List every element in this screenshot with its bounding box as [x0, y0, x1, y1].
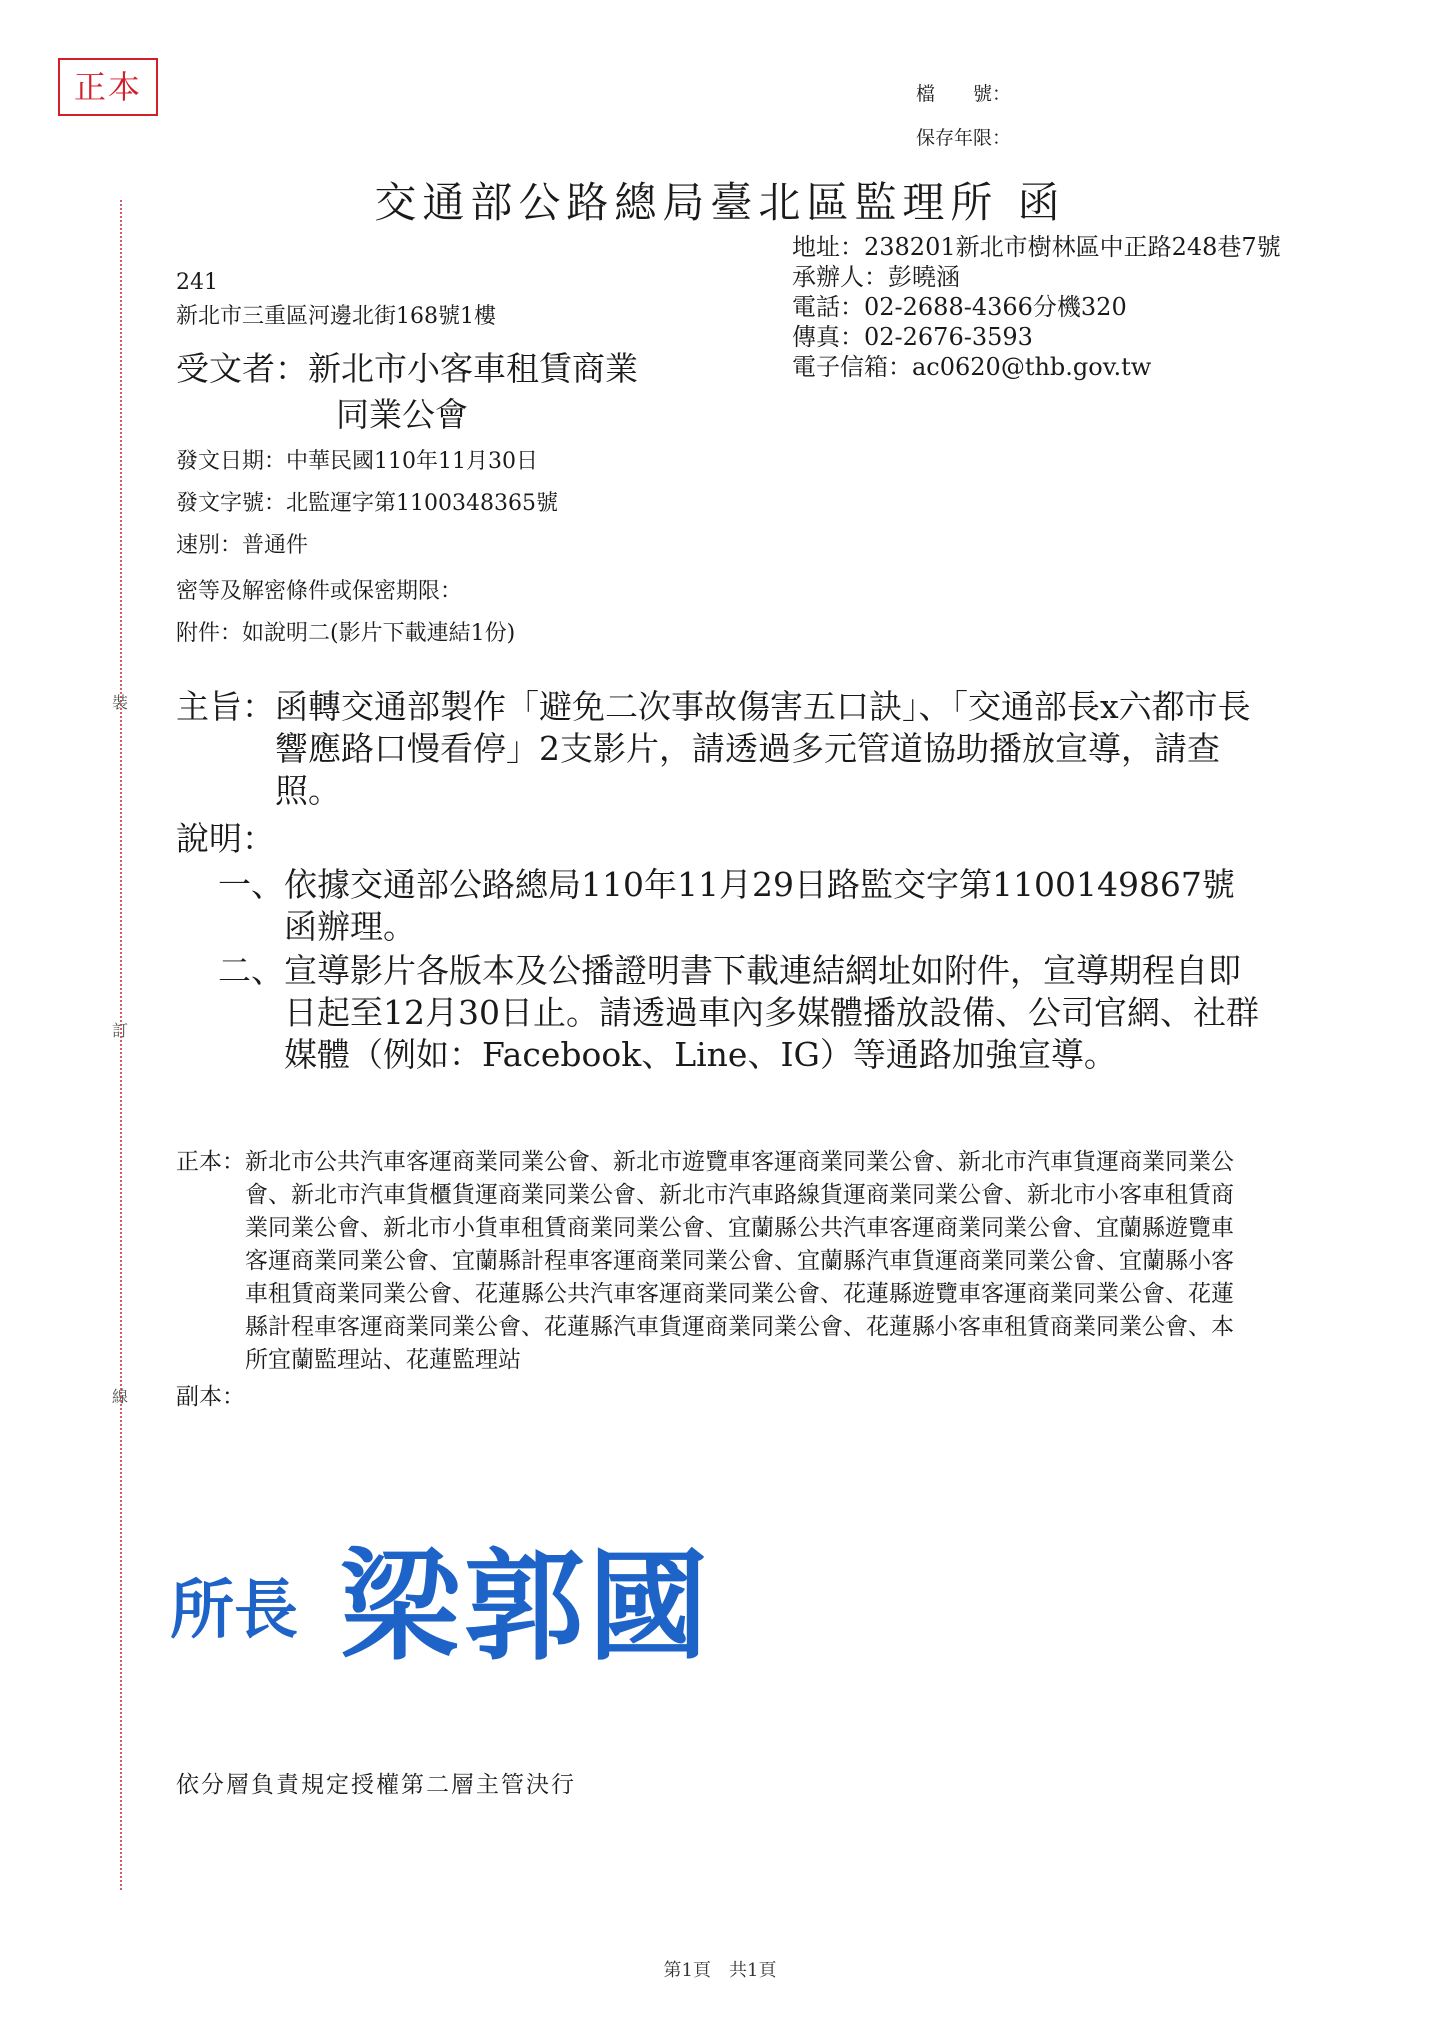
issue-date: 發文日期：中華民國110年11月30日 — [176, 449, 538, 474]
contact-phone: 電話：02-2688-4366分機320 — [792, 293, 1127, 321]
speed-category: 速別：普通件 — [176, 533, 309, 558]
subject-label: 主旨： — [176, 687, 275, 726]
explanation-items — [176, 864, 1266, 1076]
document-number: 發文字號：北監運字第1100348365號 — [176, 491, 558, 516]
recipient — [176, 346, 638, 438]
explanation-item — [218, 950, 1266, 1076]
signature-stamp — [170, 1520, 730, 1670]
postal-block — [176, 266, 496, 334]
binding-line — [120, 200, 122, 1890]
document-meta — [176, 441, 558, 655]
binding-mark-xian: 線 — [112, 1387, 129, 1406]
subject-text: 函轉交通部製作「避免二次事故傷害五口訣」、「交通部長x六都市長響應路口慢看停」2支影片，請透過多元管道協助播放宣導，請查照。 — [275, 687, 1251, 810]
contact-fax: 傳真：02-2676-3593 — [792, 323, 1033, 351]
contact-block — [792, 232, 1281, 382]
signature-title: 所長 — [170, 1573, 298, 1648]
security-level: 密等及解密條件或保密期限： — [176, 579, 463, 604]
explanation-item-number: 一、 — [218, 865, 284, 904]
file-number-label: 檔 號： — [916, 83, 1012, 105]
binding-mark-zhuang: 裝 — [112, 693, 129, 712]
original-recipients-text: 新北市公共汽車客運商業同業公會、新北市遊覽車客運商業同業公會、新北市汽車貨運商業同業公會、新北市汽車貨櫃貨運商業同業公會、新北市汽車路線貨運商業同業公會、新北市小客車租賃商業同業公會、新北市小貨車租賃商業同業公會、宜蘭縣公共汽車客運商業同業公會、宜蘭縣遊覽車客運商業同業公會、宜蘭縣計程車客運商業同業公會、宜蘭縣汽車貨運商業同業公會、宜蘭縣小客車租賃商業同業公會、花蓮縣公共汽車客運商業同業公會、花蓮縣遊覽車客運商業同業公會、花蓮縣計程車客運商業同業公會、花蓮縣汽車貨運商業同業公會、花蓮縣小客車租賃商業同業公會、本所宜蘭監理站、花蓮監理站 — [245, 1149, 1234, 1373]
postal-code: 241 — [176, 270, 218, 295]
subject-section — [176, 686, 1266, 812]
attachment: 附件：如說明二(影片下載連結1份) — [176, 621, 516, 646]
explanation-label: 說明： — [176, 819, 275, 858]
recipient-line-2: 同業公會 — [336, 395, 468, 434]
binding-mark-ding: 訂 — [112, 1021, 129, 1040]
recipient-line-1: 受文者：新北市小客車租賃商業 — [176, 349, 638, 388]
explanation-item — [218, 864, 1266, 948]
document-title: 交通部公路總局臺北區監理所 函 — [374, 178, 1066, 227]
file-info — [916, 72, 1011, 160]
postal-address: 新北市三重區河邊北街168號1樓 — [176, 304, 496, 329]
contact-address: 地址：238201新北市樹林區中正路248巷7號 — [792, 233, 1281, 261]
explanation-item-number: 二、 — [218, 951, 284, 990]
signature-name: 梁郭國 — [340, 1536, 712, 1670]
original-copy-stamp: 正本 — [58, 58, 158, 116]
contact-email: 電子信箱：ac0620@thb.gov.tw — [792, 353, 1152, 381]
explanation-item-text: 依據交通部公路總局110年11月29日路監交字第1100149867號函辦理。 — [284, 865, 1235, 946]
contact-handler: 承辦人：彭曉涵 — [792, 263, 960, 291]
page-number: 第1頁 共1頁 — [663, 1960, 777, 1981]
original-recipients — [176, 1146, 1236, 1377]
distribution-list — [176, 1146, 1236, 1414]
explanation-item-text: 宣導影片各版本及公播證明書下載連結網址如附件，宣導期程自即日起至12月30日止。請透過車內多媒體播放設備、公司官網、社群媒體（例如：Facebook、Line、IG）等通路加強宣導。 — [284, 951, 1259, 1074]
retention-period-label: 保存年限： — [916, 127, 1012, 149]
original-recipients-label: 正本： — [176, 1149, 245, 1175]
copy-recipients-label: 副本： — [176, 1384, 245, 1410]
document-body — [176, 686, 1266, 1076]
authorization-note: 依分層負責規定授權第二層主管決行 — [176, 1772, 576, 1798]
